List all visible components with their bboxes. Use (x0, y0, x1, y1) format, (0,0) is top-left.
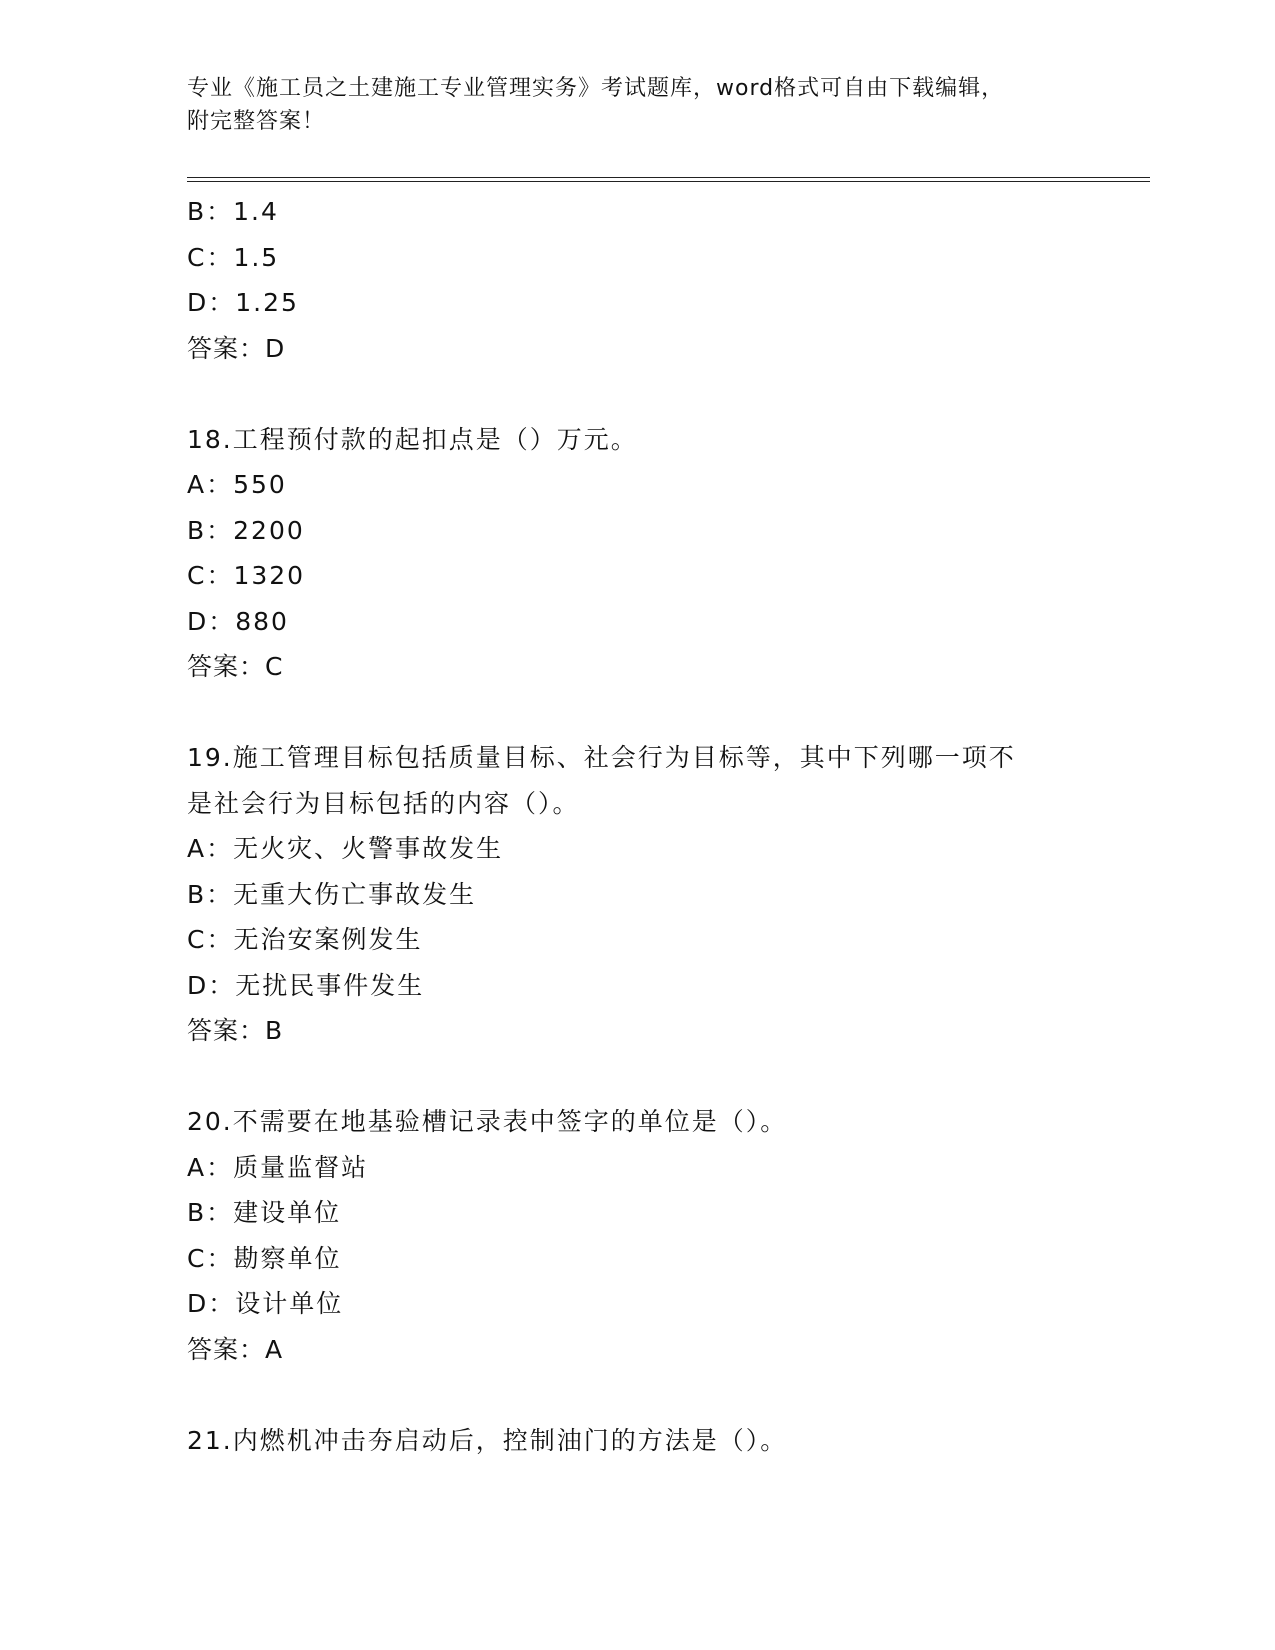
answer: 答案：B (187, 1016, 284, 1045)
page-header (187, 72, 1087, 138)
option-d: D：1.25 (187, 288, 299, 317)
question-17-tail (187, 189, 1087, 371)
option-d: D：无扰民事件发生 (187, 970, 425, 1000)
option-a: A：550 (187, 470, 287, 499)
header-line-1: 专业《施工员之土建施工专业管理实务》考试题库，word格式可自由下载编辑， (187, 76, 1005, 101)
document-body (187, 189, 1087, 1463)
question-21 (187, 1418, 1087, 1464)
header-line-2: 附完整答案！ (187, 109, 326, 134)
question-text-line-1: 19.施工管理目标包括质量目标、社会行为目标等，其中下列哪一项不 (187, 743, 1016, 772)
option-b: B：建设单位 (187, 1198, 342, 1227)
option-c: C：勘察单位 (187, 1243, 342, 1273)
question-19 (187, 735, 1087, 1054)
question-20 (187, 1099, 1087, 1372)
question-text: 18.工程预付款的起扣点是（）万元。 (187, 424, 638, 454)
question-text: 20.不需要在地基验槽记录表中签字的单位是（）。 (187, 1107, 788, 1136)
option-c: C：1320 (187, 561, 306, 590)
option-d: D：设计单位 (187, 1289, 344, 1318)
option-b: B：1.4 (187, 197, 279, 226)
option-c: C：无治安案例发生 (187, 925, 423, 954)
answer: 答案：D (187, 333, 286, 363)
option-a: A：质量监督站 (187, 1152, 369, 1182)
header-divider (187, 177, 1150, 182)
option-b: B：无重大伤亡事故发生 (187, 879, 477, 909)
option-d: D：880 (187, 606, 289, 636)
question-text: 21.内燃机冲击夯启动后，控制油门的方法是（）。 (187, 1425, 788, 1455)
answer: 答案：C (187, 652, 284, 681)
option-c: C：1.5 (187, 242, 280, 272)
answer: 答案：A (187, 1334, 284, 1364)
question-text-line-2: 是社会行为目标包括的内容（）。 (187, 788, 580, 818)
question-18 (187, 417, 1087, 690)
option-b: B：2200 (187, 515, 305, 545)
option-a: A：无火灾、火警事故发生 (187, 834, 504, 863)
